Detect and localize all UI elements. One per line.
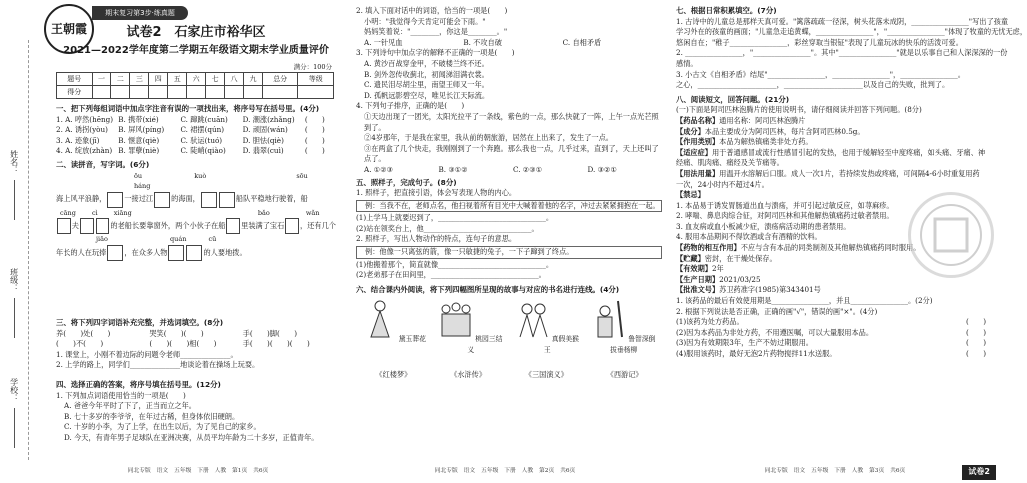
fill-line[interactable]: 1. 古诗中的儿童总是那样天真可爱。"篱落疏疏一径深，树头花落未成阴，________________"写出了孩童 — [676, 16, 1009, 26]
write-box[interactable] — [57, 218, 71, 234]
footer-1: 同北专版 语文 五年级 下册 人教 第1页 共6页 — [127, 468, 269, 475]
pinyin: jiāo — [96, 235, 108, 244]
section-5-title: 五、照样子，完成句子。(8分) — [356, 177, 457, 187]
option: D. 顽固(wán) — [242, 125, 288, 135]
option: 1. A. 哼然(hēng) — [56, 114, 113, 124]
answer-bracket[interactable]: ( ) — [304, 114, 325, 124]
answer-line[interactable]: (1)上学马上就要迟到了，______________________________。 — [356, 213, 554, 223]
score-cell[interactable] — [298, 86, 334, 99]
answer-bracket[interactable]: ( ) — [304, 125, 325, 135]
score-header: 总分 — [262, 73, 298, 86]
option: C. 驮运(tuó) — [180, 135, 223, 145]
text: ，还有几个 — [300, 221, 336, 231]
option: 2. A. 诱拐(yòu) — [56, 125, 108, 135]
field-row — [676, 137, 986, 148]
option[interactable]: A. 一针见血 — [364, 37, 403, 47]
fill-line[interactable]: 学习外在的孩童的画面；"儿童急走追黄蝶，________________"，"________________"体现了牧童的无忧无虑， — [676, 27, 1027, 37]
field-label: 【药物的相互作用】 — [676, 243, 741, 253]
write-box[interactable] — [219, 192, 235, 208]
answer-line[interactable]: (1)他搬着那个，简直就像______________________________。 — [356, 259, 554, 269]
write-box[interactable] — [154, 192, 170, 208]
full-score: 满分：100分 — [293, 63, 332, 71]
judge-row — [676, 317, 986, 328]
taboo-item: 1. 本品易于诱发胃肠道出血与溃疡，并可引起过敏反应，如荨麻疹。 — [676, 200, 894, 210]
score-cell[interactable] — [130, 86, 149, 99]
page-2 — [340, 0, 670, 483]
score-cell[interactable] — [206, 86, 225, 99]
section-3-title: 三、将下列四字词语补充完整，并选词填空。(8分) — [56, 318, 224, 327]
pinyin-line-2 — [56, 208, 336, 219]
idiom[interactable]: 手( )脚( ) — [242, 328, 297, 338]
option[interactable]: B. ③①② — [438, 164, 468, 174]
text: 的海面， — [171, 194, 200, 204]
q4-4-stem: 4. 下列句子排序，正确的是( ) — [356, 101, 465, 111]
logo-text: 王朝霞 — [50, 21, 87, 36]
pinyin: cì — [91, 208, 98, 217]
idiom[interactable]: 哭笑( )( ) — [149, 328, 204, 338]
idiom-row — [56, 339, 336, 350]
q5-1-stem: 1. 照样子，把直接引语，体会写表现人物的内心。 — [356, 188, 517, 198]
score-header: 八 — [225, 73, 244, 86]
judge-bracket[interactable]: ( ) — [966, 338, 986, 348]
section-2-title: 二、读拼音，写字词。(6分) — [56, 160, 150, 169]
text: 的老船长要靠窗外，两个小伙子在船 — [110, 221, 226, 231]
score-cell[interactable] — [225, 86, 244, 99]
dialogue-line: 小明："我觉得今天肯定可能会下雨。" — [364, 16, 486, 26]
field-label: 【禁忌】 — [676, 190, 705, 200]
book-titles — [356, 370, 662, 381]
idiom-row — [56, 329, 336, 340]
write-box[interactable] — [186, 245, 202, 261]
text: 船队平稳地行驶着，船 — [235, 194, 308, 204]
field-row — [676, 285, 986, 296]
score-header: 一 — [92, 73, 111, 86]
watermark-stamp-icon — [908, 192, 994, 278]
option[interactable]: D. 今天，有青年男子足球队在亚洲决赛，从员平均年龄为二十多岁，正值青年。 — [64, 432, 319, 442]
pinyin: xiāng — [113, 208, 132, 217]
option[interactable]: A. 黄沙百战穿金甲，不破楼兰终不还。 — [364, 58, 489, 68]
pinyin: ōu — [134, 171, 143, 180]
section-4-title: 四、选择正确的答案，将序号填在括号里。(12分) — [56, 380, 221, 389]
section-2 — [56, 160, 336, 261]
q1-row — [56, 115, 336, 126]
write-box[interactable] — [168, 245, 184, 261]
pinyin: kuò — [194, 171, 207, 180]
text: 一 — [124, 194, 132, 204]
option: B. 屏风(píng) — [118, 125, 165, 135]
fill-sentence-1[interactable]: 1. 课堂上，小刚不着边际的问题令老师______________。 — [56, 349, 238, 359]
section-8-title: 八、阅读短文，回答问题。(21分) — [676, 94, 790, 104]
field-value: 密封，在干燥处保存。 — [704, 253, 777, 263]
text: 在众多人物 — [131, 247, 168, 257]
option: C. 裙摆(qún) — [180, 125, 225, 135]
write-box[interactable] — [226, 218, 240, 234]
idiom[interactable]: ( )( )相( ) — [149, 339, 217, 349]
score-header: 五 — [168, 73, 187, 86]
taboo-item: 4. 服用本品期间不得饮酒或含有酒精的饮料。 — [676, 232, 822, 242]
judge-row — [676, 338, 986, 349]
answer-line[interactable]: (2)老弟那子在田间里，______________________________。 — [356, 270, 546, 280]
class-label: 班级： — [9, 268, 19, 292]
field-row — [676, 127, 986, 138]
q4-2-options — [356, 38, 662, 49]
fill-sentence-2[interactable]: 2. 上学的路上，同学们______________地谈论着在操场上玩耍。 — [56, 360, 260, 370]
score-cell[interactable] — [149, 86, 168, 99]
judge-bracket[interactable]: ( ) — [966, 349, 986, 358]
idiom[interactable]: ( )不( ) — [56, 339, 104, 349]
sentence: ②4岁那年，于是我在家里，我从前的朝旅游，居然在上出来了，发生了一点。 — [364, 133, 613, 143]
text: ， — [124, 247, 132, 257]
score-table — [56, 72, 334, 99]
text: 夫 — [71, 221, 79, 231]
judge-row — [676, 349, 986, 360]
paper-subtitle: 2021—2022学年度第二学期五年级语文期末学业质量评价 — [63, 45, 329, 56]
option[interactable]: B. 七十多岁的李爷爷，在年过古稀，但身体依旧硬朗。 — [64, 411, 240, 421]
option: D. 胆怯(qiè) — [242, 135, 284, 145]
field-label: 【贮藏】 — [676, 253, 705, 263]
score-header: 二 — [111, 73, 130, 86]
sentence: ①天边出现了一团光，太阳光拉平了一条线，紫色的一点，那么快就了一阵，上午一点光芒照到了。 — [364, 111, 659, 132]
option[interactable]: C. 遗民泪尽胡尘里，南望王师又一年。 — [364, 80, 489, 90]
score-cell[interactable] — [244, 86, 263, 99]
judge-item: (2)因为本药品为非处方药，不用遵医嘱，可以大量服用本品。 — [676, 327, 874, 337]
picture-item — [589, 299, 659, 355]
judge-bracket[interactable]: ( ) — [966, 317, 986, 327]
picture-item — [359, 299, 429, 355]
write-line-2 — [56, 218, 336, 234]
school-label: 学校： — [9, 378, 19, 402]
figure-monkey-king-icon — [516, 299, 550, 339]
score-header: 题号 — [57, 73, 93, 86]
score-cell[interactable] — [262, 86, 298, 99]
score-header: 三 — [130, 73, 149, 86]
option[interactable]: B. 剑外忽传收蓟北，初闻涕泪满衣裳。 — [364, 69, 489, 79]
score-cell[interactable] — [92, 86, 111, 99]
judge-row — [676, 328, 986, 339]
option[interactable]: D. 孤帆远影碧空尽，唯见长江天际流。 — [364, 90, 490, 100]
text: 里装满了宝石 — [241, 221, 285, 231]
field-label: 【生产日期】 — [676, 274, 720, 284]
picture-item — [436, 299, 506, 355]
figure-lu-zhishen-icon — [592, 299, 626, 339]
pinyin: cāng — [60, 208, 76, 217]
field-label: 【批准文号】 — [676, 285, 720, 295]
review-banner: 期末复习第3步·练真题 — [92, 6, 188, 20]
answer-bracket[interactable]: ( ) — [304, 135, 325, 145]
judge-bracket[interactable]: ( ) — [966, 327, 986, 337]
option: B. 携带(xié) — [118, 114, 159, 124]
q4-3-stem: 3. 下列诗句中加点字的解释不正确的一项是( ) — [356, 48, 515, 58]
sentence: ③在两盒了几个快走，我刚刚到了一个奔跑。那么我也一点，几乎过来，直到了，天上还叫了点了。 — [364, 143, 659, 164]
section-7-title: 七、根据日常积累填空。(7分) — [676, 6, 777, 15]
q4-2-stem: 2. 填入下面对话中的词语，恰当的一项是( ) — [356, 6, 508, 15]
dialogue-line: 妈妈笑着说："________，你这是________。" — [364, 27, 508, 37]
picture-caption: 鲁智深倒拔垂杨柳 — [610, 335, 656, 355]
option[interactable]: B. 不攻自破 — [463, 37, 502, 47]
write-box[interactable] — [107, 245, 123, 261]
page-1 — [0, 0, 340, 483]
option: C. 陡峭(qiào) — [180, 146, 226, 156]
score-table-header-row — [57, 73, 334, 86]
field-value: 通用名称：阿司匹林泡腾片 — [719, 115, 806, 125]
text: 年长的人在玩捧 — [56, 247, 107, 257]
judge-item: (1)该药为处方药品。 — [676, 317, 744, 327]
write-box[interactable] — [107, 192, 123, 208]
option[interactable]: C. 自相矛盾 — [562, 37, 602, 47]
judge-item: (3)因为有效期限3年，生产不妨过期服用。 — [676, 338, 813, 348]
field-value: 用温开水溶解后口服。成人一次1片，若持续发热或疼痛，可间隔4-6小时重复用药一次，24小时内不超过4片。 — [676, 168, 980, 189]
field-label: 【用法用量】 — [676, 168, 720, 178]
story-pictures — [356, 299, 662, 355]
field-label: 【有效期】 — [676, 264, 712, 274]
book-title[interactable]: 《西游记》 — [606, 369, 643, 379]
picture-caption: 桃园三结义 — [467, 335, 503, 355]
answer-bracket[interactable]: ( ) — [304, 146, 325, 156]
fill-line[interactable]: 2. ________________，"________________"。其中"________________"就是以乐事自己和人深深深的一份 — [676, 48, 1008, 58]
write-box[interactable] — [201, 192, 217, 208]
option: 3. A. 迹象(jī) — [56, 135, 100, 145]
example-box: 例：他像一只离弦的箭，像一只敏捷的兔子，一下子蹿到了终点。 — [356, 246, 662, 259]
fill-line[interactable]: 3. 小古文《自相矛盾》结尾"________________，________________"，________________。 — [676, 69, 965, 79]
option: D. 翡翠(cuì) — [242, 146, 284, 156]
write-box[interactable] — [80, 218, 94, 234]
option: D. 潮涨(zhǎng) — [242, 114, 295, 124]
book-title[interactable]: 《三国演义》 — [524, 369, 568, 379]
score-cell[interactable] — [187, 86, 206, 99]
score-table-score-row — [57, 86, 334, 99]
field-label: 【作用类别】 — [676, 137, 720, 147]
option[interactable]: D. ③②① — [587, 164, 617, 174]
text: 地拨。 — [225, 247, 247, 257]
section-1 — [56, 104, 336, 157]
field-value: 用于普通感冒或流行性感冒引起的发热，也用于缓解轻至中度疼痛，如头痛、牙痛、神经痛、肌肉痛、痛经及关节痛等。 — [676, 147, 986, 168]
q4-4-options — [356, 165, 662, 176]
name-label: 姓名： — [9, 150, 19, 174]
field-value: 本品主要成分为阿司匹林，每片含阿司匹林0.5g。 — [704, 126, 865, 136]
field-label: 【药品名称】 — [676, 115, 720, 125]
fill-line[interactable]: 感情。 — [676, 58, 698, 68]
option[interactable]: C. ②③① — [513, 164, 543, 174]
score-header: 等级 — [298, 73, 334, 86]
taboo-item: 3. 血友病或血小板减少症，溃疡病活动期的患者禁用。 — [676, 221, 851, 231]
option: 4. A. 绽放(zhàn) — [56, 146, 113, 156]
write-box[interactable] — [96, 218, 110, 234]
section-4 — [56, 380, 336, 444]
text: 的人要 — [203, 247, 226, 257]
pinyin: wǎn — [305, 208, 320, 217]
score-header: 六 — [187, 73, 206, 86]
picture-item — [512, 299, 582, 355]
answer-line[interactable]: (2)站在领奖台上，他______________________________。 — [356, 223, 539, 233]
score-header: 七 — [206, 73, 225, 86]
q3-row — [56, 136, 336, 147]
field-value: 2021/03/25 — [719, 274, 761, 284]
figure-three-brothers-icon — [439, 299, 473, 339]
option: B. 罪孽(niè) — [118, 146, 160, 156]
judge-item: (4)服用该药时，最好无泡2片药物搅拌11水送服。 — [676, 349, 837, 358]
page-3 — [670, 0, 1027, 483]
figure-daiyu-icon — [363, 299, 397, 339]
example-box: 例：当我不在，老师点名，他扫视着所有目光中大喊着着他的名字，冲过去紧紧拥抱在一起。 — [356, 200, 662, 213]
q4-row — [56, 146, 336, 157]
text: 接过江 — [131, 194, 154, 204]
field-label: 【成分】 — [676, 126, 705, 136]
passage-intro: (一)下面是阿司匹林泡腾片的使用说明书，请仔细阅读并回答下列问题。(8分) — [676, 105, 922, 115]
field-row — [676, 169, 986, 190]
field-value: 苏卫药准字(1985)第343401号 — [719, 285, 821, 295]
footer-2: 同北专版 语文 五年级 下册 人教 第2页 共6页 — [434, 468, 576, 475]
pinyin-line-1 — [56, 171, 336, 192]
field-value: 不应与含有本品的同类制剂及其他解热镇痛药同时服用。 — [740, 243, 921, 253]
option[interactable]: A. 爸爸今年平时了下了，正当而立之年。 — [64, 401, 196, 411]
section-3 — [56, 318, 336, 371]
write-line-1 — [56, 192, 336, 208]
picture-caption: 黛玉葬花 — [398, 335, 426, 344]
write-line-3 — [56, 245, 336, 261]
paper-tag: 试卷2 — [962, 465, 996, 480]
field-row — [676, 116, 986, 127]
score-row-label: 得分 — [57, 86, 93, 99]
fill-line[interactable]: 之心，______________________，______________________以及自己的失败，批判了。 — [676, 80, 950, 90]
book-title[interactable]: 《水浒传》 — [450, 369, 487, 379]
option[interactable]: A. ①②③ — [364, 164, 394, 174]
pinyin: bǎo — [257, 208, 270, 217]
pinyin: quán cū — [169, 235, 217, 244]
picture-caption: 真假美猴王 — [543, 335, 579, 355]
field-label: 【适应症】 — [676, 147, 712, 157]
q2-row — [56, 125, 336, 136]
field-value: 本品为解热镇痛类非处方药。 — [719, 137, 813, 147]
taboo-item: 2. 哮喘、鼻息肉综合征，对阿司匹林和其他解热镇痛药过敏者禁用。 — [676, 211, 894, 221]
field-row — [676, 148, 986, 169]
score-header: 四 — [149, 73, 168, 86]
section-1-title: 一、把下列每组词语中加点字注音有误的一项找出来，将序号写在括号里。(4分) — [56, 104, 320, 113]
book-title[interactable]: 《红楼梦》 — [375, 369, 412, 379]
q4-1-stem: 1. 下列加点词语使用恰当的一项是( ) — [56, 390, 186, 400]
score-header: 九 — [244, 73, 263, 86]
idiom[interactable]: 手( )( )( ) — [242, 339, 310, 349]
idiom[interactable]: 养( )处( ) — [56, 328, 111, 338]
binding-margin — [0, 0, 40, 483]
write-box[interactable] — [285, 218, 299, 234]
paper-title: 试卷2 石家庄市裕华区 — [126, 25, 266, 40]
question-1[interactable]: 1. 该药品的最后有效使用期是________________，并且________________。(2分) — [676, 296, 933, 306]
pinyin-line-3 — [56, 234, 336, 245]
fill-line[interactable]: 悠闲自在；"稚子________________，彩丝穿取当银钲"表现了儿童玩冰的快乐的活泼可爱。 — [676, 37, 963, 47]
score-cell[interactable] — [111, 86, 130, 99]
option[interactable]: C. 十岁的小李，为了上学，在出生以后，为了见自己的家乡。 — [64, 422, 261, 432]
score-cell[interactable] — [168, 86, 187, 99]
option: C. 蹿跳(cuān) — [180, 114, 228, 124]
pinyin: sōu háng — [134, 171, 308, 191]
section-6-title: 六、结合课内外阅读，将下列四幅图所呈现的故事与对应的书名进行连线。(4分) — [356, 284, 620, 294]
q5-2-stem: 2. 照样子，写出人物动作的特点，连句子的意思。 — [356, 234, 517, 244]
option: B. 惬意(qiè) — [118, 135, 160, 145]
footer-3: 同北专版 语文 五年级 下册 人教 第3页 共6页 — [764, 468, 906, 475]
field-value: 2年 — [711, 264, 724, 274]
text: 海上风平浪静， — [56, 194, 107, 204]
question-2: 2. 根据下列说法是否正确，正确的画"√"，错误的画"×"。(4分) — [676, 306, 878, 316]
